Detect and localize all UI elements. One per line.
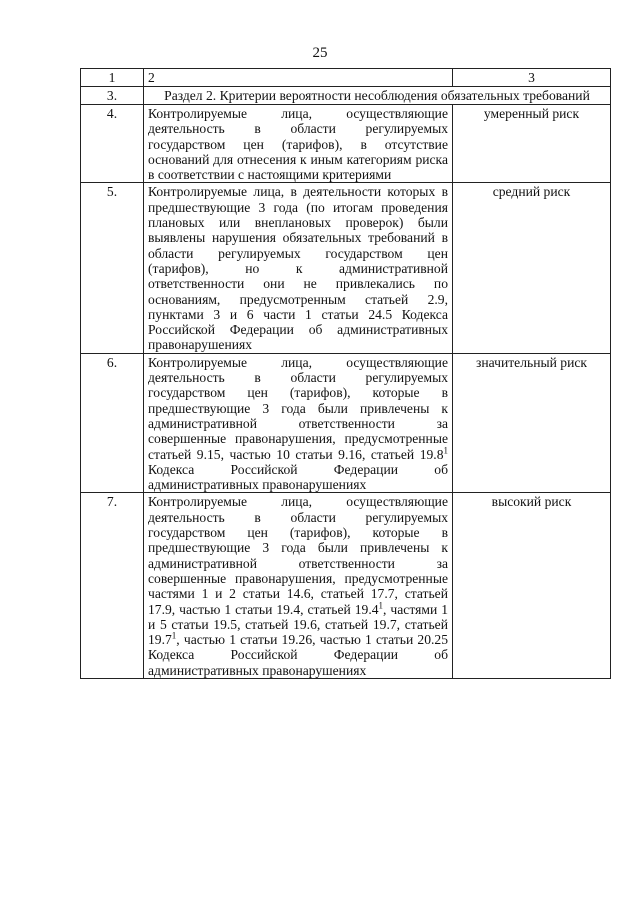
criterion-description: Контролируемые лица, осуществляющие деятельность в области регулируемых государством цен (тарифов), в отсутствие оснований для отнесения к иным категориям риска в соответствии с настоящими критериями <box>144 105 453 183</box>
row-number: 4. <box>81 105 144 183</box>
table-row <box>81 105 611 183</box>
criterion-description: Контролируемые лица, в деятельности которых в предшествующие 3 года (по итогам проведения плановых или внеплановых проверок) были выявлены нарушения обязательных требований в области регулируемых государством цен (тарифов), но к административной ответственности они не привлекались по основаниям, предусмотренным статьей 2.9, пунктами 3 и 6 части 1 статьи 24.5 Кодекса Российской Федерации об административных правонарушениях <box>144 183 453 353</box>
section-row <box>81 87 611 105</box>
superscript: 1 <box>443 445 448 455</box>
criterion-description <box>144 493 453 679</box>
row-number: 7. <box>81 493 144 679</box>
description-text: Контролируемые лица, осуществляющие деятельность в области регулируемых государством цен (тарифов), которые в предшествующие 3 года были привлечены к административной ответственности за совершенные правонарушения, предусмотренные статьей 9.15, частью 10 статьи 9.16, статьей 19.8 <box>148 354 448 462</box>
risk-category: высокий риск <box>453 493 611 679</box>
table-row <box>81 493 611 679</box>
row-number: 3. <box>81 87 144 105</box>
risk-criteria-table <box>80 68 611 679</box>
table-row <box>81 183 611 353</box>
risk-category: значительный риск <box>453 353 611 493</box>
table-header-row <box>81 69 611 87</box>
row-number: 5. <box>81 183 144 353</box>
risk-category: умеренный риск <box>453 105 611 183</box>
column-header-3: 3 <box>453 69 611 87</box>
description-text: Контролируемые лица, осуществляющие деятельность в области регулируемых государством цен (тарифов), которые в предшествующие 3 года были привлечены к административной ответственности за совершенные правонарушения, предусмотренные частями 1 и 2 статьи 14.6, статьей 17.7, статьей 17.9, частью 1 статьи 19.4, статьей 19.4 <box>148 494 448 617</box>
description-text: , частью 1 статьи 19.26, частью 1 статьи 20.25 Кодекса Российской Федерации об административных правонарушениях <box>148 632 448 678</box>
page-number: 25 <box>312 45 328 61</box>
description-text: , частями 1 и 5 статьи 19.5, статьей 19.6, статьей 19.7, статьей 19.7 <box>148 601 448 648</box>
row-number: 6. <box>81 353 144 493</box>
criterion-description <box>144 353 453 493</box>
column-header-2: 2 <box>144 69 453 87</box>
section-title: Раздел 2. Критерии вероятности несоблюдения обязательных требований <box>144 87 611 105</box>
table-row <box>81 353 611 493</box>
superscript: 1 <box>171 630 177 641</box>
column-header-1: 1 <box>81 69 144 87</box>
description-text: Кодекса Российской Федерации об административных правонарушениях <box>148 461 448 493</box>
superscript: 1 <box>378 599 384 610</box>
risk-category: средний риск <box>453 183 611 353</box>
